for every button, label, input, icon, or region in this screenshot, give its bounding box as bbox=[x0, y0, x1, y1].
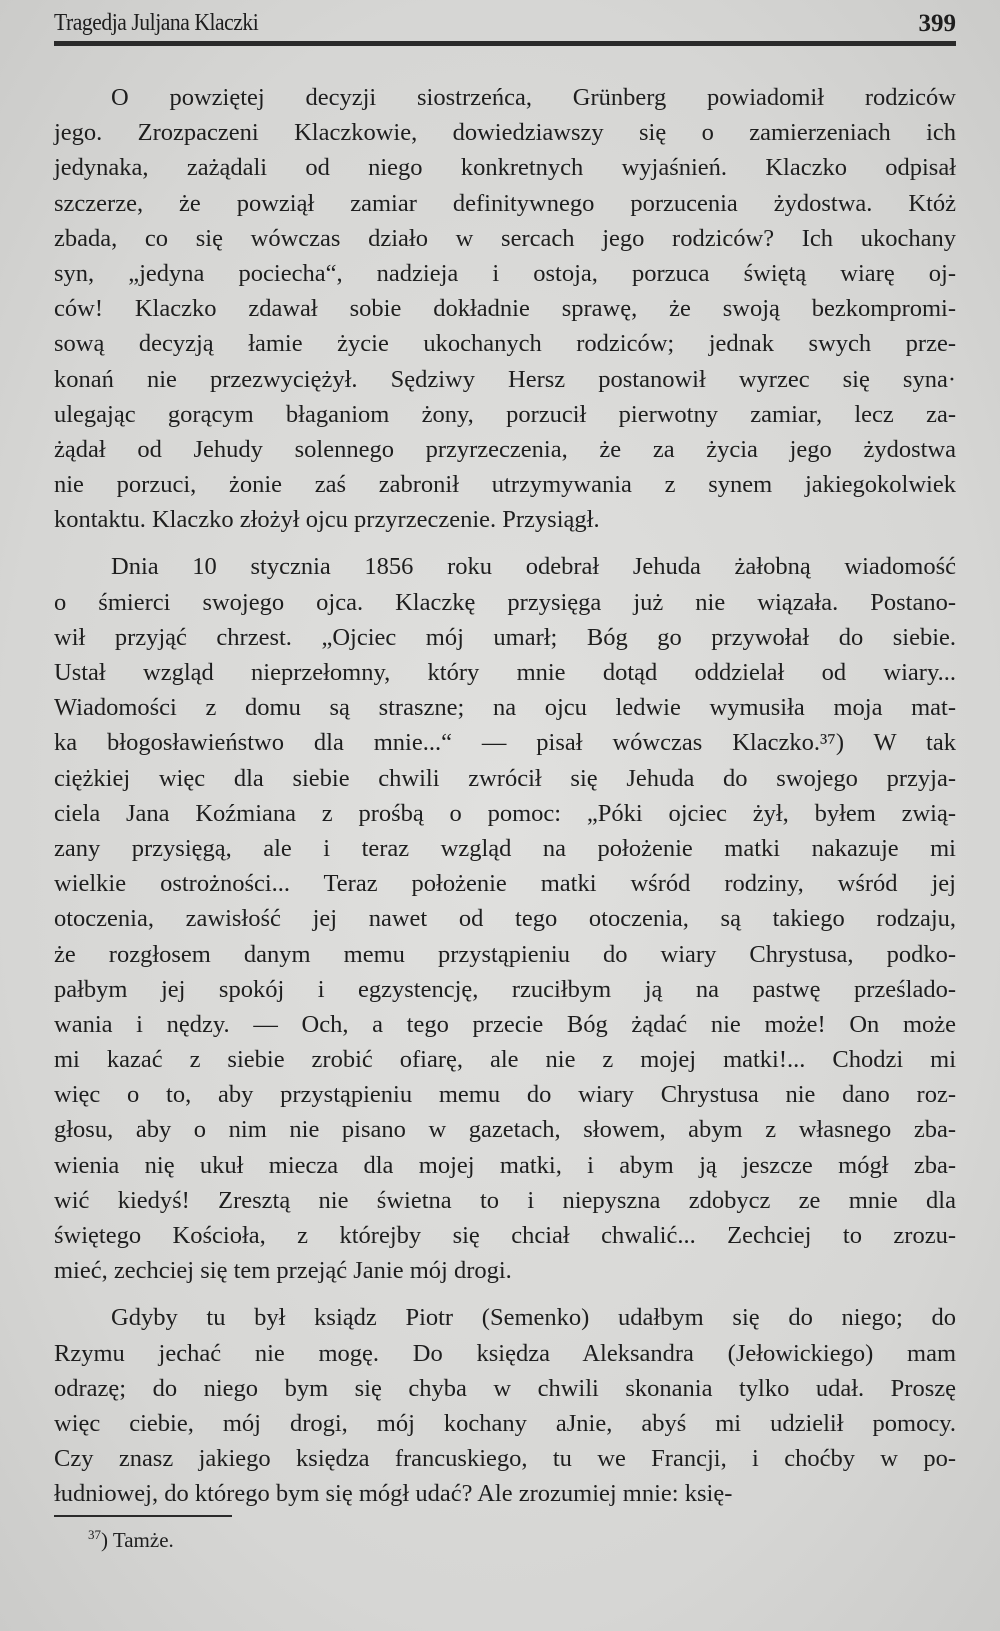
text-line: syn, „jedyna pociecha“, nadzieja i ostoja, porzuca świętą wiarę oj- bbox=[54, 259, 956, 287]
text-line: wienia nię ukuł miecza dla mojej matki, i abym ją jeszcze mógł zba- bbox=[54, 1151, 956, 1179]
text-line: jego. Zrozpaczeni Klaczkowie, dowiedziawszy się o zamierzeniach ich bbox=[54, 119, 956, 147]
text-line: sową decyzją łamie życie ukochanych rodziców; jednak swych prze- bbox=[54, 330, 956, 358]
footnote bbox=[88, 1527, 174, 1553]
text-line: że rozgłosem danym memu przystąpieniu do wiary Chrystusa, podko- bbox=[54, 940, 956, 968]
text-line: wania i nędzy. — Och, a tego przecie Bóg żądać nie może! On może bbox=[54, 1010, 956, 1038]
text-line: ka błogosławieństwo dla mnie...“ — pisał wówczas Klaczko.³⁷) W tak bbox=[54, 729, 956, 757]
text-line: odrazę; do niego bym się chyba w chwili skonania tylko udał. Proszę bbox=[54, 1374, 956, 1402]
text-line: zany przysięgą, ale i teraz wzgląd na położenie matki nakazuje mi bbox=[54, 834, 956, 862]
text-line: szczerze, że powziął zamiar definitywnego porzucenia żydostwa. Któż bbox=[54, 189, 956, 217]
text-line: jedynaka, zażądali od niego konkretnych wyjaśnień. Klaczko odpisał bbox=[54, 154, 956, 182]
text-line: Ustał wzgląd nieprzełomny, który mnie dotąd oddzielał od wiary... bbox=[54, 659, 956, 686]
header-rule bbox=[54, 41, 956, 46]
text-line: ciężkiej więc dla siebie chwili zwrócił się Jehuda do swojego przyja- bbox=[54, 764, 956, 792]
text-line: pałbym jej spokój i egzystencję, rzuciłbym ją na pastwę prześlado- bbox=[54, 975, 956, 1003]
text-line: mieć, zechciej się tem przejąć Janie mój drogi. bbox=[54, 1257, 512, 1285]
text-line: o śmierci swojego ojca. Klaczkę przysięga już nie wiązała. Postano- bbox=[54, 588, 956, 616]
text-line: łudniowej, do którego bym się mógł udać? Ale zrozumiej mnie: księ- bbox=[54, 1480, 733, 1508]
text-line: wielkie ostrożności... Teraz położenie matki wśród rodziny, wśród jej bbox=[54, 870, 956, 898]
text-line: Dnia 10 stycznia 1856 roku odebrał Jehuda żałobną wiadomość bbox=[111, 553, 956, 581]
text-line: więc o to, aby przystąpieniu memu do wiary Chrystusa nie dano roz- bbox=[54, 1081, 956, 1109]
text-line: więc ciebie, mój drogi, mój kochany aJnie, abyś mi udzielił pomocy. bbox=[54, 1409, 956, 1437]
text-line: kontaktu. Klaczko złożył ojcu przyrzeczenie. Przysiągł. bbox=[54, 506, 600, 534]
text-line: nie porzuci, żonie zaś zabronił utrzymywania z synem jakiegokolwiek bbox=[54, 471, 956, 499]
text-line: głosu, aby o nim nie pisano w gazetach, słowem, abym z własnego zba- bbox=[54, 1116, 956, 1144]
text-line: Rzymu jechać nie mogę. Do księdza Aleksandra (Jełowickiego) mam bbox=[54, 1339, 956, 1367]
text-line: mi kazać z siebie zrobić ofiarę, ale nie z mojej matki!... Chodzi mi bbox=[54, 1046, 956, 1074]
text-line: świętego Kościoła, z którejby się chciał chwalić... Zechciej to zrozu- bbox=[54, 1222, 956, 1249]
paragraph bbox=[54, 80, 956, 537]
text-line: Gdyby tu był ksiądz Piotr (Semenko) udałbym się do niego; do bbox=[111, 1304, 956, 1332]
text-line: żądał od Jehudy solennego przyrzeczenia, że za życia jego żydostwa bbox=[54, 435, 956, 463]
paragraph bbox=[54, 1300, 956, 1511]
footnote-rule bbox=[54, 1515, 232, 1517]
text-line: Wiadomości z domu są straszne; na ojcu ledwie wymusiła moja mat- bbox=[54, 694, 956, 722]
running-title: Tragedja Juljana Klaczki bbox=[54, 10, 259, 36]
text-line: ulegając gorącym błaganiom żony, porzucił pierwotny zamiar, lecz za- bbox=[54, 400, 956, 428]
text-line: zbada, co się wówczas działo w sercach jego rodziców? Ich ukochany bbox=[54, 224, 956, 252]
text-line: O powziętej decyzji siostrzeńca, Grünberg powiadomił rodziców bbox=[111, 84, 956, 111]
body-text bbox=[54, 80, 956, 1524]
footnote-text: ) Tamże. bbox=[101, 1528, 174, 1552]
page-number: 399 bbox=[918, 10, 956, 37]
text-line: ciela Jana Koźmiana z prośbą o pomoc: „Póki ojciec żył, byłem zwią- bbox=[54, 799, 956, 827]
footnote-marker: 37 bbox=[88, 1527, 101, 1542]
text-line: Czy znasz jakiego księdza francuskiego, tu we Francji, i choćby w po- bbox=[54, 1445, 956, 1473]
text-line: konań nie przezwyciężył. Sędziwy Hersz postanowił wyrzec się syna· bbox=[54, 365, 956, 393]
text-line: wił przyjąć chrzest. „Ojciec mój umarł; Bóg go przywołał do siebie. bbox=[54, 623, 956, 651]
page-header bbox=[54, 6, 956, 42]
text-line: wić kiedyś! Zresztą nie świetna to i niepyszna zdobycz ze mnie dla bbox=[54, 1186, 956, 1214]
text-line: ców! Klaczko zdawał sobie dokładnie sprawę, że swoją bezkompromi- bbox=[54, 295, 956, 323]
text-line: otoczenia, zawisłość jej nawet od tego otoczenia, są takiego rodzaju, bbox=[54, 905, 956, 933]
paragraph bbox=[54, 549, 956, 1288]
